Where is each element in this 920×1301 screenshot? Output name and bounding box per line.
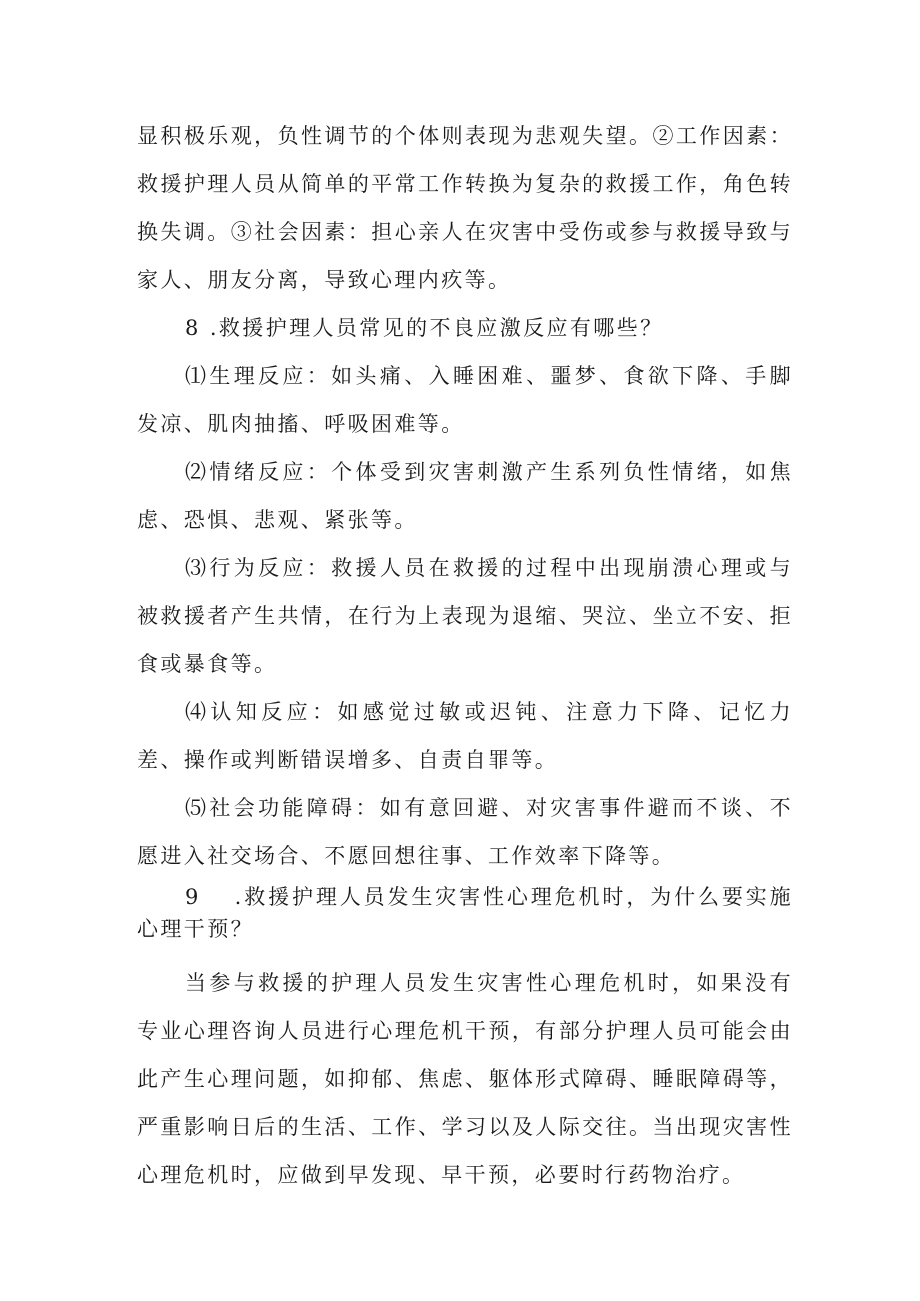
document-body [137,112,793,1199]
answer-8-item-1: ⑴生理反应：如头痛、入睡困难、噩梦、食欲下降、手脚发凉、肌肉抽搐、呼吸困难等。 [137,364,793,436]
question-8-heading: 8 .救援护理人员常见的不良应激反应有哪些？ [185,316,664,340]
answer-8-item-3: ⑶行为反应：救援人员在救援的过程中出现崩溃心理或与被救援者产生共情，在行为上表现为退缩、哭泣、坐立不安、拒食或暴食等。 [137,556,793,676]
answer-9-paragraph: 当参与救援的护理人员发生灾害性心理危机时，如果没有专业心理咨询人员进行心理危机干预，有部分护理人员可能会由此产生心理问题，如抑郁、焦虑、躯体形式障碍、睡眠障碍等，严重影响日后的生活、工作、学习以及人际交往。当出现灾害性心理危机时，应做到早发现、早干预，必要时行药物治疗。 [137,971,793,1187]
answer-8-item-2: ⑵情绪反应：个体受到灾害刺激产生系列负性情绪，如焦虑、恐惧、悲观、紧张等。 [137,460,793,532]
answer-8-item-4: ⑷认知反应：如感觉过敏或迟钝、注意力下降、记忆力差、操作或判断错误增多、自责自罪等。 [137,700,793,772]
question-9-heading: 9 .救援护理人员发生灾害性心理危机时，为什么要实施心理干预？ [137,885,793,941]
paragraph-continuation: 显积极乐观，负性调节的个体则表现为悲观失望。②工作因素：救援护理人员从简单的平常工作转换为复杂的救援工作，角色转换失调。③社会因素：担心亲人在灾害中受伤或参与救援导致与家人、朋友分离，导致心理内疚等。 [137,124,793,292]
answer-8-item-5: ⑸社会功能障碍：如有意回避、对灾害事件避而不谈、不愿进入社交场合、不愿回想往事、工作效率下降等。 [137,796,793,868]
